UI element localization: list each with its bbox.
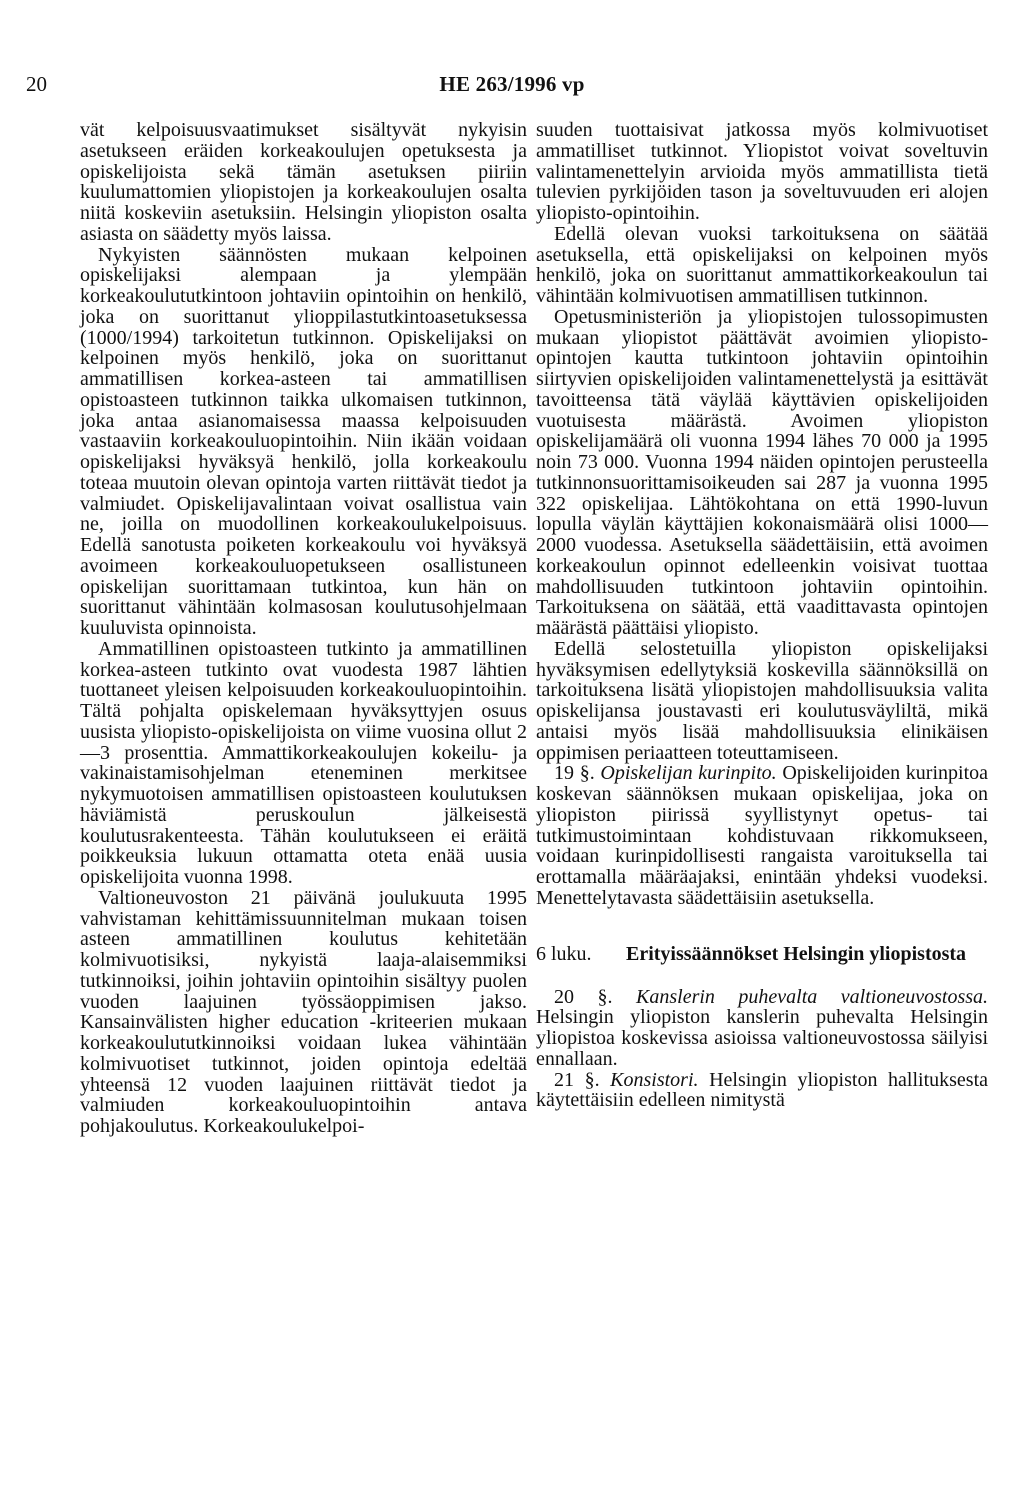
paragraph: Ammatillinen opistoasteen tutkinto ja ammatillinen korkea-asteen tutkinto ovat vuodesta 1987 lähtien tuottaneet yleisen kelpoisuuden korkeakouluopintoihin. Tältä pohjalta opiskelemaan hyväksyttyjen osuus uusista yliopisto-opiskelijoista on viime vuosina ollut 2—3 prosenttia. Ammattikorkeakoulujen kokeilu- ja vakinaistamisohjelman eteneminen merkitsee nykymuotoisen ammatillisen opistoasteen koulutuksen häviämistä peruskoulun jälkeisestä koulutusrakenteesta. Tähän koulutukseen ei eräitä poikkeuksia lukuun ottamatta oteta enää uusia opiskelijoita vuonna 1998. xyxy=(80,637,527,888)
section-text: Helsingin yliopiston hallituksesta käytettäisiin edelleen nimitystä xyxy=(536,1068,989,1112)
section-19 xyxy=(536,763,988,908)
right-column xyxy=(536,120,988,1111)
section-21 xyxy=(536,1070,988,1112)
section-title: Opiskelijan kurinpito. xyxy=(600,762,777,785)
paragraph: vät kelpoisuusvaatimukset sisältyvät nykyisin asetukseen eräiden korkeakoulujen opetuksesta ja opiskelijoista sekä tämän asetuksen piiriin kuulumattomien yliopistojen ja korkeakoulujen osalta niitä koskeviin asetuksiin. Helsingin yliopiston osalta asiasta on säädetty myös laissa. xyxy=(80,119,527,245)
running-title: HE 263/1996 vp xyxy=(439,72,585,96)
paragraph: Edellä olevan vuoksi tarkoituksena on säätää asetuksella, että opiskelijaksi on kelpoinen myös henkilö, joka on suorittanut ammattikorkeakoulun tai vähintään kolmivuotisen ammatillisen tutkinnon. xyxy=(536,222,988,307)
paragraph: Valtioneuvoston 21 päivänä joulukuuta 1995 vahvistaman kehittämissuunnitelman mukaan toisen asteen ammatillinen koulutus kehitetään kolmivuotisiksi, nykyistä laaja-alaisemmiksi tutkinnoiksi, joihin johtaviin opintoihin sisältyy puolen vuoden laajuinen työssäoppimisen jakso. Kansainvälisten higher education -kriteerien mukaan korkeakoulututkinnoiksi voidaan lukea vähintään kolmivuotiset tutkinnot, joiden opintoja edeltää yhteensä 12 vuoden laajuinen riittävät tiedot ja valmiuden korkeakouluopintoihin antava pohjakoulutus. Korkeakoulukelpoi- xyxy=(80,886,527,1137)
page-number: 20 xyxy=(26,72,47,96)
left-column xyxy=(80,120,527,1137)
section-number: 21 §. xyxy=(554,1068,600,1091)
chapter-label: 6 luku. xyxy=(536,942,592,965)
section-text: Opiskelijoiden kurinpitoa koskevan säännöksen mukaan opiskelijaa, joka on yliopiston piirissä syyllistynyt opetus- tai tutkimustoimintaan kohdistuvaan rikkomukseen, voidaan kurinpidollisesti rangaista varoituksella tai erottamalla määräajaksi, enintään yhdeksi vuodeksi. Menettelytavasta säädettäisiin asetuksella. xyxy=(536,762,989,909)
chapter-title: Erityissäännökset Helsingin yliopistosta xyxy=(626,942,967,965)
paragraph: Opetusministeriön ja yliopistojen tulossopimusten mukaan yliopistot päättävät avoimien yliopisto-opintojen kautta tutkintoon johtaviin opintoihin siirtyvien opiskelijoiden valintamenettelystä ja esittävät tavoitteensa tätä väylää käyttävien opiskelijoiden vuotuisesta määrästä. Avoimen yliopiston opiskelijamäärä oli vuonna 1994 lähes 70 000 ja 1995 noin 73 000. Vuonna 1994 näiden opintojen perusteella tutkinnonsuorittamisoikeuden sai 287 ja vuonna 1995 322 opiskelijaa. Lähtökohtana on että 1990-luvun lopulla väylän käyttäjien kokonaismäärä olisi 1000—2000 vuodessa. Asetuksella säädettäisiin, että avoimen korkeakoulun opinnot edelleenkin voisivat tuottaa mahdollisuuden tutkintoon johtaviin opintoihin. Tarkoituksena on säätää, että vaadittavasta opintojen määrästä päättäisi yliopisto. xyxy=(536,305,988,639)
paragraph: suuden tuottaisivat jatkossa myös kolmivuotiset ammatilliset tutkinnot. Yliopistot voivat soveltuvin valintamenettelyin arvioida myös ammatillista tietä tulevien pyrkijöiden tason ja soveltuvuuden eri alojen yliopisto-opintoihin. xyxy=(536,119,988,224)
section-20 xyxy=(536,987,988,1070)
paragraph: Edellä selostetuilla yliopiston opiskelijaksi hyväksymisen edellytyksiä koskevilla säännöksillä on tarkoituksena lisätä yliopistojen mahdollisuuksia valita opiskelijansa joustavasti eri koulutusväyliltä, mikä antaisi myös lisää mahdollisuuksia elinikäisen oppimisen periaatteen toteuttamiseen. xyxy=(536,637,988,764)
section-title: Konsistori. xyxy=(610,1068,699,1091)
section-title: Kanslerin puhevalta valtioneuvostossa. xyxy=(636,985,989,1008)
chapter-heading xyxy=(536,943,988,965)
section-text: Helsingin yliopiston kanslerin puhevalta Helsingin yliopistoa koskevissa asioissa valtioneuvostossa säilyisi ennallaan. xyxy=(536,1006,988,1070)
section-number: 19 §. xyxy=(554,762,595,785)
section-number: 20 §. xyxy=(554,985,613,1008)
paragraph: Nykyisten säännösten mukaan kelpoinen opiskelijaksi alempaan ja ylempään korkeakoulututkintoon johtaviin opintoihin on henkilö, joka on suorittanut ylioppilastutkintoasetuksessa (1000/1994) tarkoitetun tutkinnon. Opiskelijaksi on kelpoinen myös henkilö, joka on suorittanut ammatillisen korkea-asteen tai ammatillisen opistoasteen tutkinnon taikka ulkomaisen tutkinnon, joka antaa asianomaisessa maassa kelpoisuuden vastaaviin korkeakouluopintoihin. Niin ikään voidaan opiskelijaksi hyväksyä henkilö, jolla korkeakoulu toteaa muutoin olevan opintoja varten riittävät tiedot ja valmiudet. Opiskelijavalintaan voivat osallistua vain ne, joilla on muodollinen korkeakoulukelpoisuus. Edellä sanotusta poiketen korkeakoulu voi hyväksyä avoimeen korkeakouluopetukseen osallistuneen opiskelijan suorittamaan tutkintoa, kun hän on suorittanut vähintään kolmasosan koulutusohjelmaan kuuluvista opinnoista. xyxy=(80,243,527,639)
